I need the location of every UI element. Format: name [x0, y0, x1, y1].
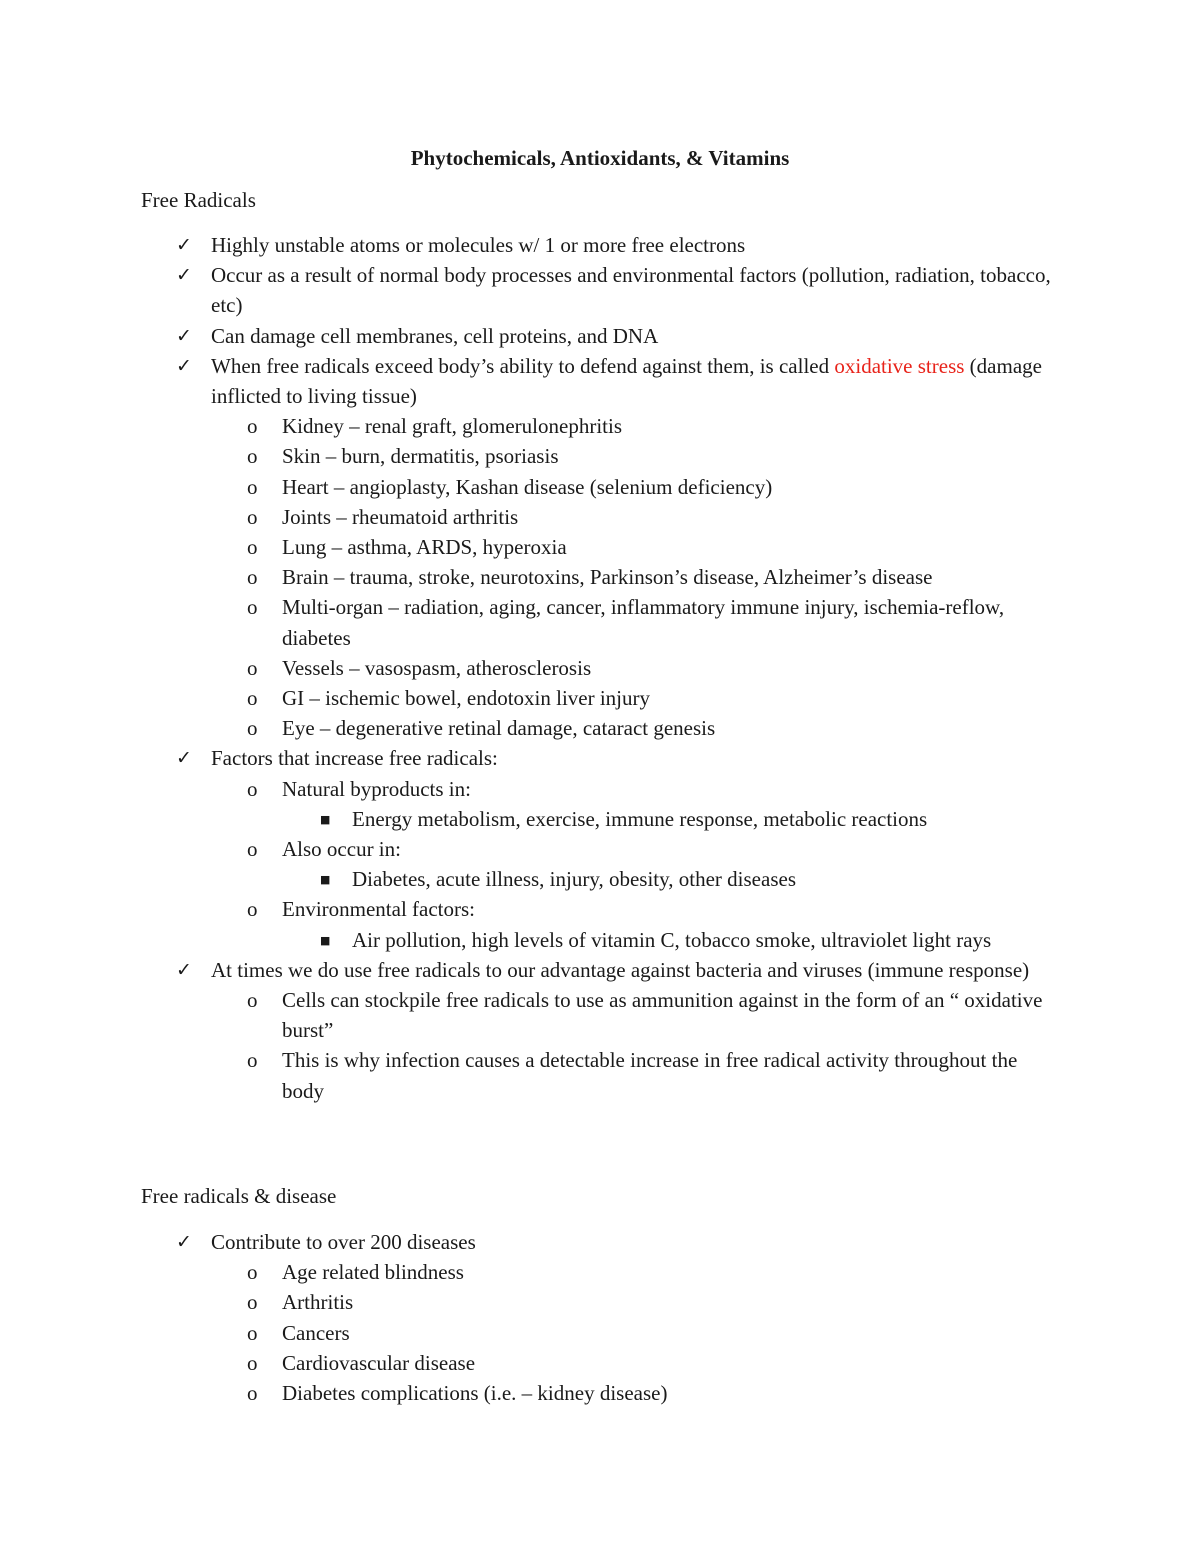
circle-bullet-icon: o: [247, 655, 258, 680]
sublist-item: o Lung – asthma, ARDS, hyperoxia: [0, 532, 1062, 562]
checkmark-icon: ✓: [176, 958, 192, 981]
list-item: ✓ Highly unstable atoms or molecules w/ 1 or more free electrons: [0, 230, 1071, 260]
circle-bullet-icon: o: [247, 535, 258, 560]
circle-bullet-icon: o: [247, 504, 258, 529]
sublist-item: o Heart – angioplasty, Kashan disease (selenium deficiency): [0, 472, 1062, 502]
sublist-item: o Cardiovascular disease: [0, 1348, 1062, 1378]
free-radicals-list: [0, 230, 1200, 1106]
checkmark-icon: ✓: [176, 234, 192, 256]
sublist-item: o GI – ischemic bowel, endotoxin liver injury: [0, 683, 1062, 713]
sublist-item: o Cells can stockpile free radicals to use as ammunition against in the form of an “ oxidative burst”: [0, 985, 1062, 1045]
circle-bullet-icon: o: [247, 716, 258, 741]
list-item-oxidative-stress: ✓ When free radicals exceed body’s ability to defend against them, is called oxidative stress (damage inflicted to living tissue): [0, 351, 1071, 411]
circle-bullet-icon: o: [247, 776, 258, 801]
square-bullet-icon: ■: [320, 933, 331, 947]
disease-list: [0, 1227, 1200, 1408]
checkmark-icon: ✓: [176, 1231, 192, 1253]
sublist-item: o Kidney – renal graft, glomerulonephritis: [0, 411, 1062, 441]
circle-bullet-icon: o: [247, 595, 258, 620]
circle-bullet-icon: o: [247, 988, 258, 1013]
circle-bullet-icon: o: [247, 1290, 258, 1315]
list-item: ✓ Occur as a result of normal body processes and environmental factors (pollution, radiation, tobacco, etc): [0, 260, 1071, 320]
sublist-item: o Multi-organ – radiation, aging, cancer, inflammatory immune injury, ischemia-reflow, diabetes: [0, 592, 1062, 652]
list-item: ✓ Can damage cell membranes, cell proteins, and DNA: [0, 321, 1071, 351]
sublist-item: o Joints – rheumatoid arthritis: [0, 502, 1062, 532]
oxidative-stress-highlight: oxidative stress: [834, 353, 965, 378]
circle-bullet-icon: o: [247, 1350, 258, 1375]
square-bullet-icon: ■: [320, 812, 331, 826]
sublist-item: o Skin – burn, dermatitis, psoriasis: [0, 441, 1062, 471]
list-item-advantage: ✓ At times we do use free radicals to our advantage against bacteria and viruses (immune response): [0, 955, 1071, 985]
sublist-item: o Age related blindness: [0, 1257, 1062, 1287]
subsublist-item: ■ Energy metabolism, exercise, immune response, metabolic reactions: [0, 804, 1052, 834]
circle-bullet-icon: o: [247, 414, 258, 439]
circle-bullet-icon: o: [247, 565, 258, 590]
circle-bullet-icon: o: [247, 1260, 258, 1285]
sublist-item: o This is why infection causes a detectable increase in free radical activity throughout the body: [0, 1045, 1062, 1105]
subsublist-item: ■ Diabetes, acute illness, injury, obesity, other diseases: [0, 864, 1052, 894]
circle-bullet-icon: o: [247, 1048, 258, 1073]
sublist-item: o Eye – degenerative retinal damage, cataract genesis: [0, 713, 1062, 743]
sublist-item: o Cancers: [0, 1318, 1062, 1348]
checkmark-icon: ✓: [176, 354, 192, 377]
sublist-item: o Diabetes complications (i.e. – kidney disease): [0, 1378, 1062, 1408]
section-heading-free-radicals: Free Radicals: [141, 188, 256, 212]
sublist-item: o Brain – trauma, stroke, neurotoxins, Parkinson’s disease, Alzheimer’s disease: [0, 562, 1062, 592]
checkmark-icon: ✓: [176, 747, 192, 770]
subsublist-item: ■ Air pollution, high levels of vitamin C, tobacco smoke, ultraviolet light rays: [0, 925, 1052, 955]
sublist-item: o Also occur in:: [0, 834, 1062, 864]
sublist-item: o Environmental factors:: [0, 894, 1062, 924]
circle-bullet-icon: o: [247, 897, 258, 922]
document-title: Phytochemicals, Antioxidants, & Vitamins: [410, 146, 790, 170]
sublist-item: o Vessels – vasospasm, atherosclerosis: [0, 653, 1062, 683]
checkmark-icon: ✓: [176, 264, 192, 287]
circle-bullet-icon: o: [247, 444, 258, 469]
list-item-factors: ✓ Factors that increase free radicals:: [0, 743, 1071, 773]
square-bullet-icon: ■: [320, 873, 331, 887]
sublist-item: o Natural byproducts in:: [0, 774, 1062, 804]
circle-bullet-icon: o: [247, 1381, 258, 1406]
list-item: ✓ Contribute to over 200 diseases: [0, 1227, 1071, 1257]
section-heading-free-radicals-disease: Free radicals & disease: [141, 1184, 337, 1208]
circle-bullet-icon: o: [247, 837, 258, 862]
circle-bullet-icon: o: [247, 686, 258, 711]
sublist-item: o Arthritis: [0, 1287, 1062, 1317]
circle-bullet-icon: o: [247, 1320, 258, 1345]
circle-bullet-icon: o: [247, 474, 258, 499]
checkmark-icon: ✓: [176, 324, 192, 347]
